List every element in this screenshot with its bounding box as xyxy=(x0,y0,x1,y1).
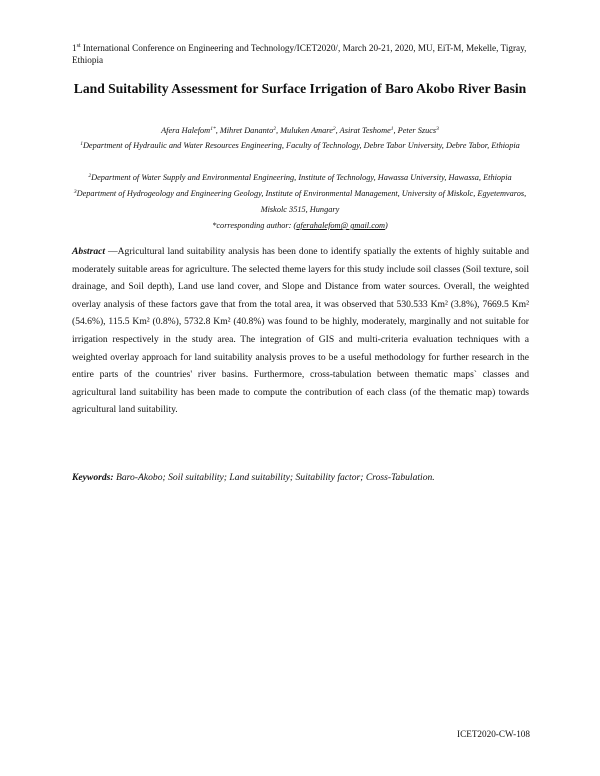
corresponding-prefix: *corresponding author: ( xyxy=(212,221,297,230)
author-affiliation-mark: 2 xyxy=(332,126,336,132)
affiliation-mark: 2 xyxy=(88,173,92,179)
affiliation xyxy=(60,186,540,218)
author xyxy=(161,126,220,135)
affiliation-mark: 1 xyxy=(80,141,83,147)
conference-line: International Conference on Engineering and Technology/ICET2020/, March 20-21, 2020, MU, EiT-M, Mekelle, Tigray, Ethiopia xyxy=(72,43,527,65)
author xyxy=(398,126,439,135)
paper-title: Land Suitability Assessment for Surface Irrigation of Baro Akobo River Basin xyxy=(73,81,527,96)
author xyxy=(340,126,398,135)
conference-ordinal-suffix: st xyxy=(76,43,81,49)
author-name: Peter Szucs xyxy=(397,126,437,135)
abstract xyxy=(72,243,529,419)
abstract-text: —Agricultural land suitability analysis has been done to identify spatially the extents of highly suitable and moderately suitable areas for agriculture. The selected theme layers for this study include soil classes (Soil texture, soil drainage, and Soil depth), Land use land cover, and Slope and Distance from water sources. Overall, the weighted overlay analysis of these factors gave that from the total area, it was observed that 530.533 Km² (3.8%), 7669.5 Km² (54.6%), 115.5 Km² (0.8%), 5732.8 Km² (40.8%) was found to be highly, moderately, marginally and not suitable for irrigation respectively in the study area. The integration of GIS and multi-criteria evaluation techniques with a weighted overlay approach for land suitability analysis proves to be a useful methodology for further research in the entire parts of the countries' river basins. Furthermore, cross-tabulation between thematic maps` classes and agricultural land suitability has been made to compute the contribution of each class (of the thematic map) towards agricultural land suitability. xyxy=(72,246,529,416)
author-separator: , xyxy=(275,126,281,135)
affiliation-text: Department of Hydrogeology and Engineering Geology, Institute of Environmental Management, University of Miskolc, Egyetemvaros, Miskolc 3515, Hungary xyxy=(76,189,527,214)
author xyxy=(220,126,280,135)
corresponding-suffix: ) xyxy=(385,221,388,230)
page-footer-code: ICET2020-CW-108 xyxy=(457,729,530,739)
affiliation xyxy=(60,138,540,154)
author-affiliation-mark: 1 xyxy=(390,126,394,132)
affiliation-mark: 3 xyxy=(73,189,77,195)
keywords-label: Keywords: xyxy=(72,472,114,483)
author-affiliation-mark: 3 xyxy=(436,126,439,132)
conference-ordinal: 1 xyxy=(72,43,77,53)
author-affiliation-mark: 1* xyxy=(210,126,216,132)
abstract-label: Abstract xyxy=(72,246,106,257)
author-name: Muluken Amare xyxy=(280,126,333,135)
author-name: Mihret Dananto xyxy=(219,126,274,135)
affiliation xyxy=(60,170,540,186)
author-separator: , xyxy=(335,126,340,135)
author-list xyxy=(60,125,540,136)
author xyxy=(280,126,340,135)
corresponding-author xyxy=(60,218,540,234)
corresponding-email-link[interactable]: aferahalefom@ gmail.com xyxy=(296,221,386,230)
author-name: Asirat Teshome xyxy=(339,126,391,135)
keywords-text: Baro-Akobo; Soil suitability; Land suitability; Suitability factor; Cross-Tabulation. xyxy=(113,472,435,483)
author-affiliation-mark: 2 xyxy=(273,126,276,132)
author-separator: , xyxy=(215,126,220,135)
conference-header xyxy=(72,42,542,66)
affiliation-text: Department of Hydraulic and Water Resources Engineering, Faculty of Technology, Debre Tabor University, Debre Tabor, Ethiopia xyxy=(82,141,520,150)
author-separator: , xyxy=(393,126,398,135)
affiliation-text: Department of Water Supply and Environmental Engineering, Institute of Technology, Hawassa University, Hawassa, Ethiopia xyxy=(91,173,512,182)
keywords xyxy=(72,470,529,486)
author-name: Afera Halefom xyxy=(161,126,211,135)
